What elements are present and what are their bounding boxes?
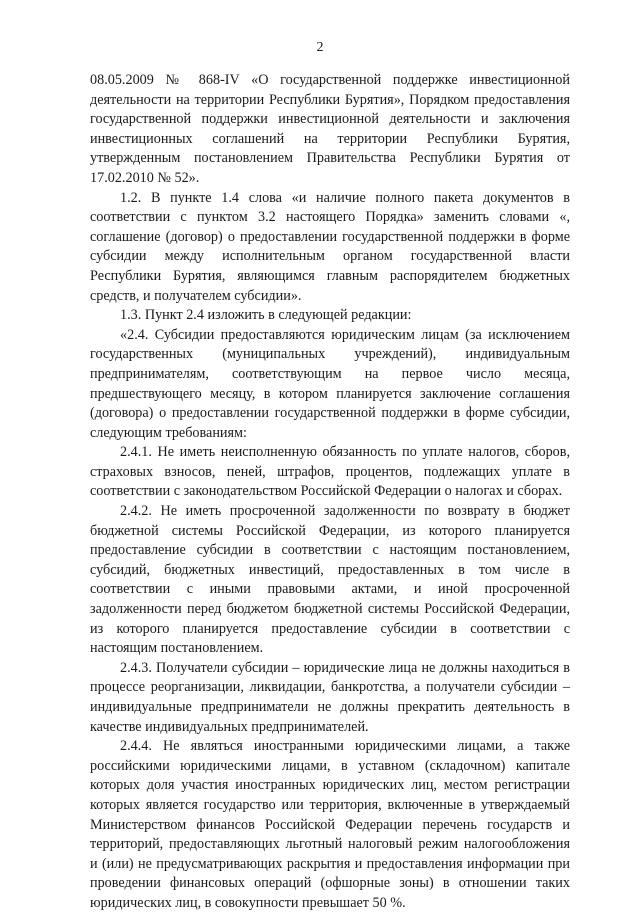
paragraph-2-4-4: 2.4.4. Не являться иностранными юридическими лицами, а также российскими юридическими лицами, в уставном (складочном) капитале которых доля участия иностранных юридических лиц, местом регистрации которых является государство или территория, включенные в утверждаемый Министерством финансов Российской Федерации перечень государств и территорий, предоставляющих льготный налоговый режим налогообложения и (или) не предусматривающих раскрытия и предоставления информации при проведении финансовых операций (офшорные зоны) в отношении таких юридических лиц, в совокупности превышает 50 %. xyxy=(90,738,570,911)
paragraph-2-4-1: 2.4.1. Не иметь неисполненную обязанность по уплате налогов, сборов, страховых взносов, пеней, штрафов, процентов, подлежащих уплате в соответствии с законодательством Российской Федерации о налогах и сборах. xyxy=(90,444,570,500)
paragraph-continuation: 08.05.2009 № 868-IV «О государственной поддержке инвестиционной деятельности на территории Республики Бурятия», Порядком предоставления государственной поддержки инвестиционной деятельности и заключения инвестиционных соглашений на территории Республики Бурятия, утвержденным постановлением Правительства Республики Бурятия от 17.02.2010 № 52». xyxy=(90,72,570,186)
paragraph-2-4: «2.4. Субсидии предоставляются юридическим лицам (за исключением государственных (муниципальных учреждений), индивидуальным предпринимателям, соответствующим на первое число месяца, предшествующего месяцу, в котором планируется заключение соглашения (договора) о предоставлении государственной поддержки в форме субсидии, следующим требованиям: xyxy=(90,326,570,441)
document-body xyxy=(90,71,570,914)
page-number: 2 xyxy=(316,40,324,55)
paragraph-2-4-2: 2.4.2. Не иметь просроченной задолженности по возврату в бюджет бюджетной системы Российской Федерации, из которого планируется предоставление субсидии в соответствии с настоящим постановлением, субсидий, бюджетных инвестиций, предоставленных в том числе в соответствии с иными правовыми актами, и иной просроченной задолженности перед бюджетом бюджетной системы Российской Федерации, из которого планируется предоставление субсидии в соответствии с настоящим постановлением. xyxy=(90,503,570,657)
paragraph-1-2: 1.2. В пункте 1.4 слова «и наличие полного пакета документов в соответствии с пунктом 3.2 настоящего Порядка» заменить словами «, соглашение (договор) о предоставлении государственной поддержки в форме субсидии между исполнительным органом государственной власти Республики Бурятия, являющимся главным распорядителем бюджетных средств, и получателем субсидии». xyxy=(90,189,570,304)
paragraph-2-4-3: 2.4.3. Получатели субсидии – юридические лица не должны находиться в процессе реорганизации, ликвидации, банкротства, а получатели субсидии – индивидуальные предприниматели не должны прекратить деятельность в качестве индивидуальных предпринимателей. xyxy=(90,659,570,735)
paragraph-1-3: 1.3. Пункт 2.4 изложить в следующей редакции: xyxy=(120,307,412,324)
